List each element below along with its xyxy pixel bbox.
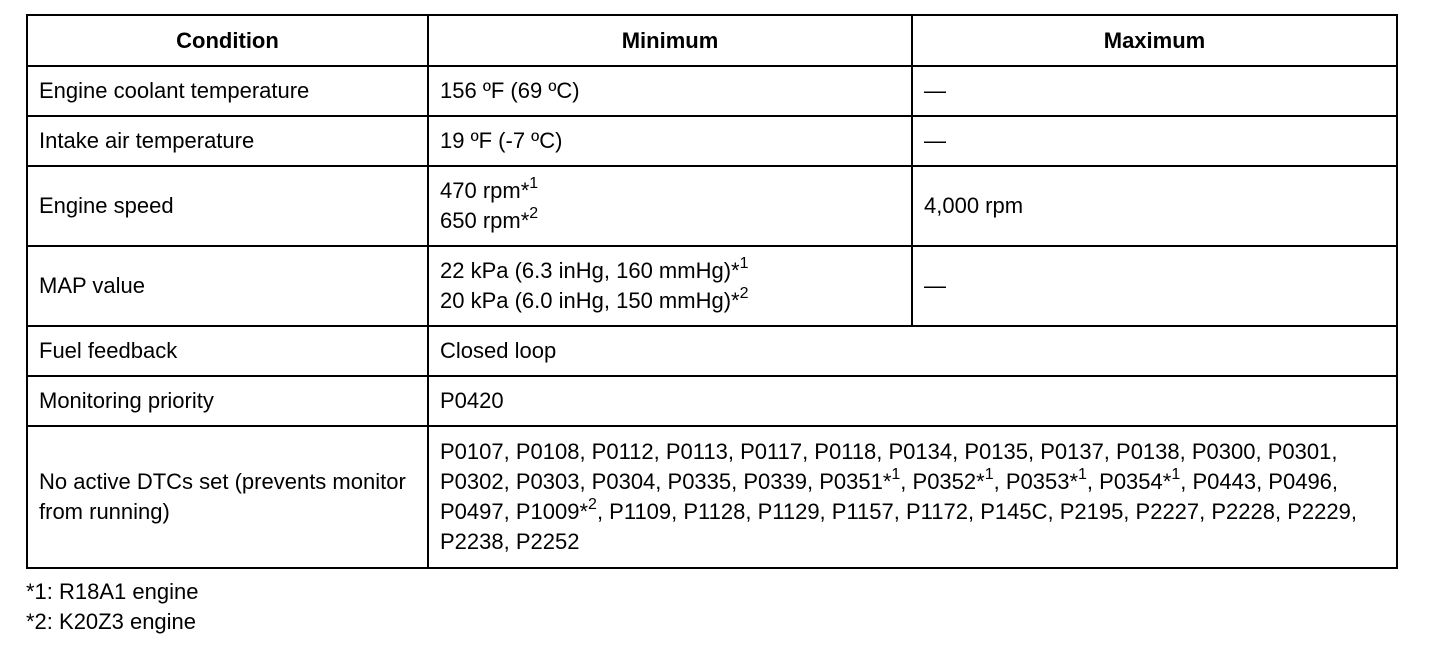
condition-cell: No active DTCs set (prevents monitor from running) bbox=[27, 426, 428, 568]
condition-cell: Engine coolant temperature bbox=[27, 66, 428, 116]
condition-cell: Intake air temperature bbox=[27, 116, 428, 166]
dtc-text: , P0352* bbox=[900, 469, 985, 494]
footnote-marker: 1 bbox=[739, 254, 749, 272]
minimum-cell bbox=[428, 166, 912, 246]
dtc-list-cell bbox=[428, 426, 1397, 568]
table-row bbox=[27, 326, 1397, 376]
header-maximum: Maximum bbox=[912, 15, 1397, 66]
conditions-table bbox=[26, 14, 1398, 569]
footnote-marker: 2 bbox=[739, 284, 749, 302]
minimum-cell: 19 ºF (-7 ºC) bbox=[428, 116, 912, 166]
dtc-text: , P0353* bbox=[993, 469, 1079, 494]
table-row bbox=[27, 376, 1397, 426]
footnote-marker: 1 bbox=[1171, 465, 1181, 483]
condition-cell: MAP value bbox=[27, 246, 428, 326]
footnote-marker: 1 bbox=[529, 174, 539, 192]
minimum-line bbox=[440, 256, 900, 286]
dtc-text: P0107, P0108, P0112, P0113, P0117, P0118, P0134, P0135, P0137, P0138, P0300, P0301, P0302, P0303, P0304, P0335, P0339, P0351* bbox=[440, 439, 1338, 494]
minimum-cell bbox=[428, 246, 912, 326]
minimum-line-text: 650 rpm* bbox=[440, 208, 530, 233]
footnote-k20z3: *2: K20Z3 engine bbox=[26, 609, 197, 634]
maximum-cell: — bbox=[912, 246, 1397, 326]
table-row bbox=[27, 426, 1397, 568]
maximum-cell: — bbox=[912, 66, 1397, 116]
condition-cell: Fuel feedback bbox=[27, 326, 428, 376]
minimum-line bbox=[440, 286, 900, 316]
footnote-marker: 1 bbox=[891, 465, 901, 483]
footnote-marker: 1 bbox=[1078, 465, 1087, 483]
table-row bbox=[27, 246, 1397, 326]
footnote-r18a1: *1: R18A1 engine bbox=[26, 579, 199, 604]
footnote-marker: 2 bbox=[588, 495, 597, 513]
footnotes bbox=[26, 577, 198, 637]
dtc-text: , P0443, P0496, P0497, P1009* bbox=[440, 469, 1339, 524]
dtc-list bbox=[440, 437, 1385, 557]
value-cell: Closed loop bbox=[428, 326, 1397, 376]
value-cell: P0420 bbox=[428, 376, 1397, 426]
footnote-marker: 1 bbox=[984, 465, 994, 483]
header-condition: Condition bbox=[27, 15, 428, 66]
header-minimum: Minimum bbox=[428, 15, 912, 66]
minimum-line-text: 470 rpm* bbox=[440, 178, 530, 203]
minimum-line-text: 20 kPa (6.0 inHg, 150 mmHg)* bbox=[440, 288, 740, 313]
minimum-line bbox=[440, 176, 900, 206]
table-row bbox=[27, 66, 1397, 116]
header-row bbox=[27, 15, 1397, 66]
minimum-cell: 156 ºF (69 ºC) bbox=[428, 66, 912, 116]
maximum-cell: — bbox=[912, 116, 1397, 166]
table-row bbox=[27, 166, 1397, 246]
condition-cell: Engine speed bbox=[27, 166, 428, 246]
minimum-line-text: 22 kPa (6.3 inHg, 160 mmHg)* bbox=[440, 258, 740, 283]
table-row bbox=[27, 116, 1397, 166]
footnote-marker: 2 bbox=[529, 204, 539, 222]
condition-cell: Monitoring priority bbox=[27, 376, 428, 426]
dtc-text: , P0354* bbox=[1086, 469, 1172, 494]
dtc-text: , P1109, P1128, P1129, P1157, P1172, P145C, P2195, P2227, P2228, P2229, P2238, P2252 bbox=[440, 499, 1357, 554]
minimum-line bbox=[440, 206, 900, 236]
maximum-cell: 4,000 rpm bbox=[912, 166, 1397, 246]
